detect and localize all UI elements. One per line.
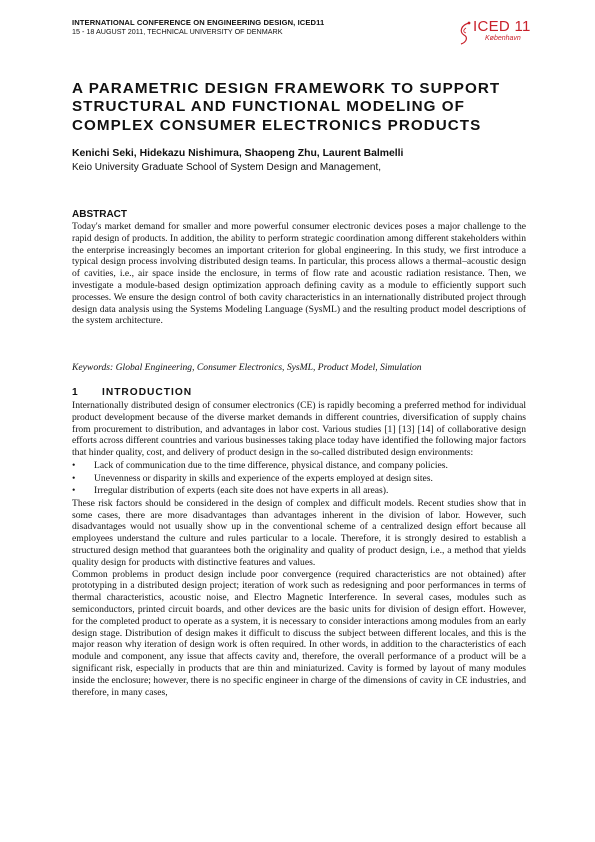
authors: Kenichi Seki, Hidekazu Nishimura, Shaopeng Zhu, Laurent Balmelli: [72, 148, 404, 159]
logo-swirl-icon: [455, 20, 475, 46]
list-item-text: Unevenness or disparity in skills and experience of the experts employed at design sites.: [94, 472, 433, 484]
list-item: [72, 485, 526, 498]
list-item: [72, 460, 526, 473]
bullet-list: [72, 460, 526, 498]
bullet-icon: •: [72, 485, 76, 497]
keywords: Keywords: Global Engineering, Consumer Electronics, SysML, Product Model, Simulation: [72, 362, 422, 373]
conference-header: [72, 18, 324, 36]
iced-logo: [455, 20, 535, 46]
section-number: 1: [72, 387, 79, 398]
section-heading: [72, 387, 192, 398]
paragraph: These risk factors should be considered in the design of complex and difficult models. Recent studies show that in some cases, there are more disadvantages than advantages inherent in the division of labor. However, such disadvantages would not usually show up in the conventional scheme of a centralized design effort because all employees understand the culture and rules particular to a locale. Therefore, it is strongly desired to establish a structured design method that guarantees both the originality and quality of product design, i.e., a method that yields quality design for products with distinctive features and values.: [72, 497, 526, 568]
conference-name: INTERNATIONAL CONFERENCE ON ENGINEERING DESIGN, ICED11: [72, 18, 325, 27]
abstract-heading: ABSTRACT: [72, 209, 127, 220]
list-item-text: Irregular distribution of experts (each site does not have experts in all areas).: [94, 485, 389, 497]
bullet-icon: •: [72, 459, 76, 471]
paragraph: Common problems in product design include poor convergence (required characteristics are not obtained) after prototyping in a distributed design project; iteration of work such as redesigning and poor performances in terms of thermal characteristics, acoustic noise, and Electro Magnetic Interference. In several cases, modules such as semiconductors, printed circuit boards, and other devices are the basic units for division of design effort. However, for the completed product to operate as a system, it is necessary to consider interactions among modules from an early design stage. Distribution of design makes it difficult to discuss the subject between different locales, and this is the major reason why iteration of design work is often required. In other words, in addition to the characteristics of each module and component, any issue that affects cavity and, therefore, the overall performance of a product will be a significant risk, especially in products that are thin and miniaturized. Cavity is formed by layout of many modules inside the enclosure; however, there is no specific engineer in charge of the dimensions of cavity in CE industries, and therefore, in many cases,: [72, 568, 526, 698]
conference-dates: 15 - 18 AUGUST 2011, TECHNICAL UNIVERSITY OF DENMARK: [72, 27, 283, 36]
list-item: [72, 473, 526, 486]
logo-text: ICED 11: [473, 18, 531, 35]
affiliation: Keio University Graduate School of System Design and Management,: [72, 162, 382, 173]
abstract-body: Today's market demand for smaller and more powerful consumer electronic devices poses a major challenge to the rapid design of products. In addition, the ability to perform strategic coordination among different stakeholders within the enterprise increasingly becomes an important criterion for global engineering. In this study, we first introduce a typical design process involving distributed design teams. In particular, this process allows a thermal–acoustic design of cavities, i.e., air space inside the enclosure, in terms of flow rate and acoustic radiation resistance. Then, we investigate a module-based design optimization approach defining cavity as a module to efficiently support such processes. We ensure the design control of both cavity characteristics in an internationally distributed project through design data analysis using the Systems Modeling Language (SysML) and the resulting product model descriptions of the system architecture.: [72, 221, 526, 327]
introduction-body: [72, 400, 526, 698]
section-title: INTRODUCTION: [102, 387, 193, 398]
paragraph: Internationally distributed design of consumer electronics (CE) is rapidly becoming a preferred method for individual product development because of the diverse market demands in different countries, diversification of supply chains from procurement to distribution, and advantages in labor cost. Various studies [1] [13] [14] of collaborative design efforts across different countries and various businesses taking place today have identified the following major factors that hinder quality, cost, and delivery of product design in the so-called distributed design environments:: [72, 400, 526, 459]
bullet-icon: •: [72, 472, 76, 484]
logo-subtext: København: [485, 35, 521, 42]
list-item-text: Lack of communication due to the time difference, physical distance, and company policies.: [94, 459, 448, 471]
paper-title: A PARAMETRIC DESIGN FRAMEWORK TO SUPPORT STRUCTURAL AND FUNCTIONAL MODELING OF COMPLEX CONSUMER ELECTRONICS PRODUCTS: [72, 80, 501, 134]
